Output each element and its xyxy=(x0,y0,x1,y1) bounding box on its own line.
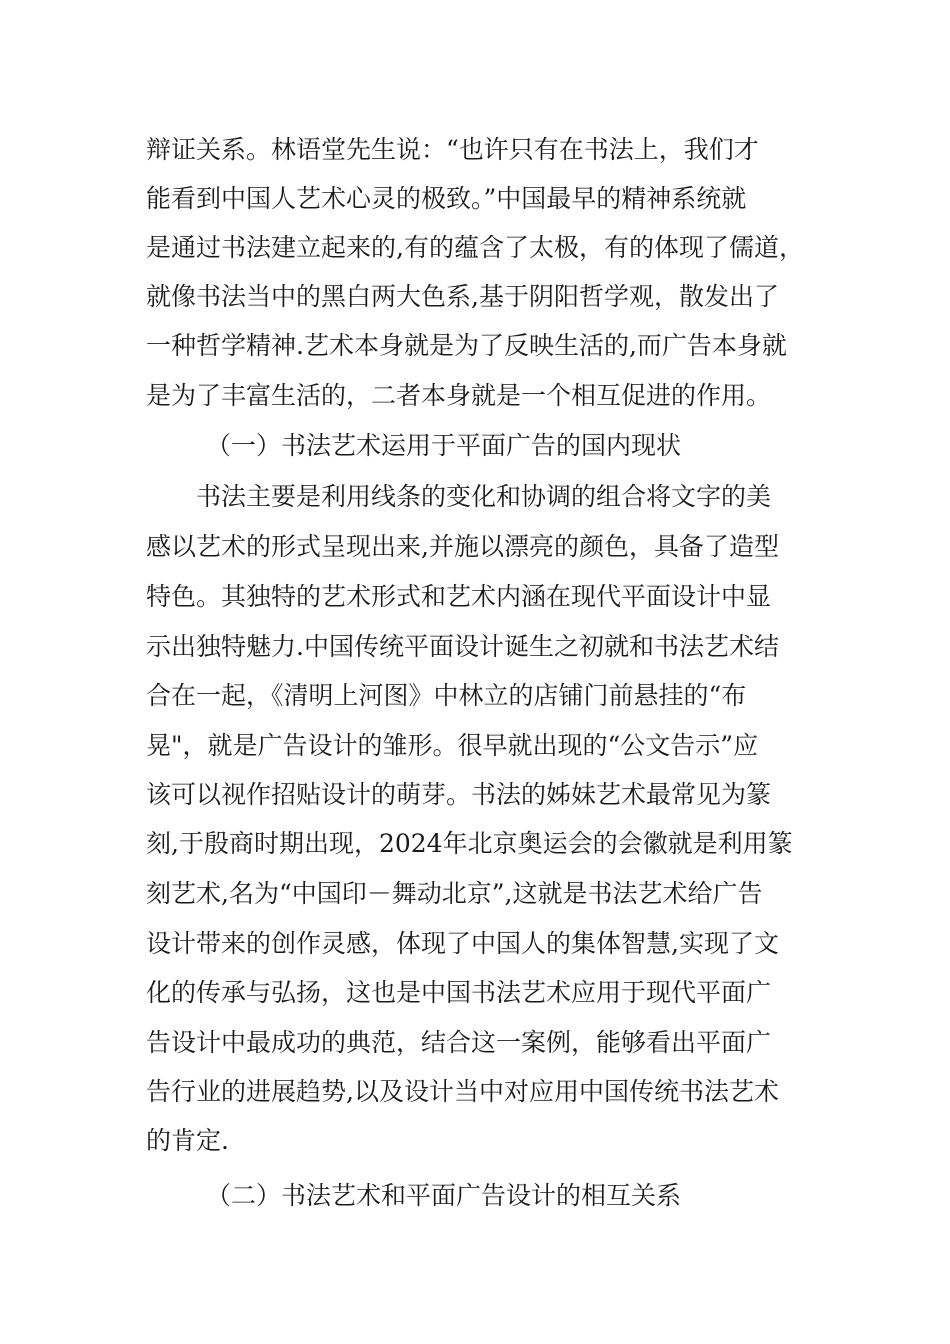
text-line: 合在一起，《清明上河图》中林立的店铺门前悬挂的“布 xyxy=(146,681,747,710)
text-line: 该可以视作招贴设计的萌芽。书法的姊妹艺术最常见为篆 xyxy=(146,780,772,809)
text-line: 示出独特魅力.中国传统平面设计诞生之初就和书法艺术结 xyxy=(146,632,779,661)
section-heading: （一）书法艺术运用于平面广告的国内现状 xyxy=(206,431,682,460)
text-line: 告行业的进展趋势,以及设计当中对应用中国传统书法艺术 xyxy=(146,1077,779,1106)
text-line: 是通过书法建立起来的,有的蕴含了太极，有的体现了儒道， xyxy=(146,233,804,262)
text-line: 感以艺术的形式呈现出来,并施以漂亮的颜色，具备了造型 xyxy=(146,532,779,561)
text-line: 刻艺术,名为“中国印－舞动北京”,这就是书法艺术给广告 xyxy=(146,879,763,908)
text-line: 书法主要是利用线条的变化和协调的组合将文字的美 xyxy=(196,482,772,511)
text-line: 告设计中最成功的典范，结合这一案例，能够看出平面广 xyxy=(146,1028,772,1057)
text-line: 辩证关系。林语堂先生说：“也许只有在书法上，我们才 xyxy=(146,135,759,164)
text-line: 就像书法当中的黑白两大色系,基于阴阳哲学观，散发出了 xyxy=(146,282,779,311)
text-line: 特色。其独特的艺术形式和艺术内涵在现代平面设计中显 xyxy=(146,582,772,611)
text-line: 化的传承与弘扬，这也是中国书法艺术应用于现代平面广 xyxy=(146,978,772,1007)
text-line: 晃"，就是广告设计的雏形。很早就出现的“公文告示”应 xyxy=(146,731,759,760)
text-line: 刻,于殷商时期出现，2024年北京奥运会的会徽就是利用篆 xyxy=(146,829,793,858)
text-line: 设计带来的创作灵感，体现了中国人的集体智慧,实现了文 xyxy=(146,929,779,958)
text-line: 一种哲学精神.艺术本身就是为了反映生活的,而广告本身就 xyxy=(146,331,787,360)
text-line: 是为了丰富生活的，二者本身就是一个相互促进的作用。 xyxy=(146,381,772,410)
section-heading: （二）书法艺术和平面广告设计的相互关系 xyxy=(206,1181,682,1210)
text-line: 的肯定. xyxy=(146,1126,229,1155)
text-line: 能看到中国人艺术心灵的极致。”中国最早的精神系统就 xyxy=(146,184,747,213)
